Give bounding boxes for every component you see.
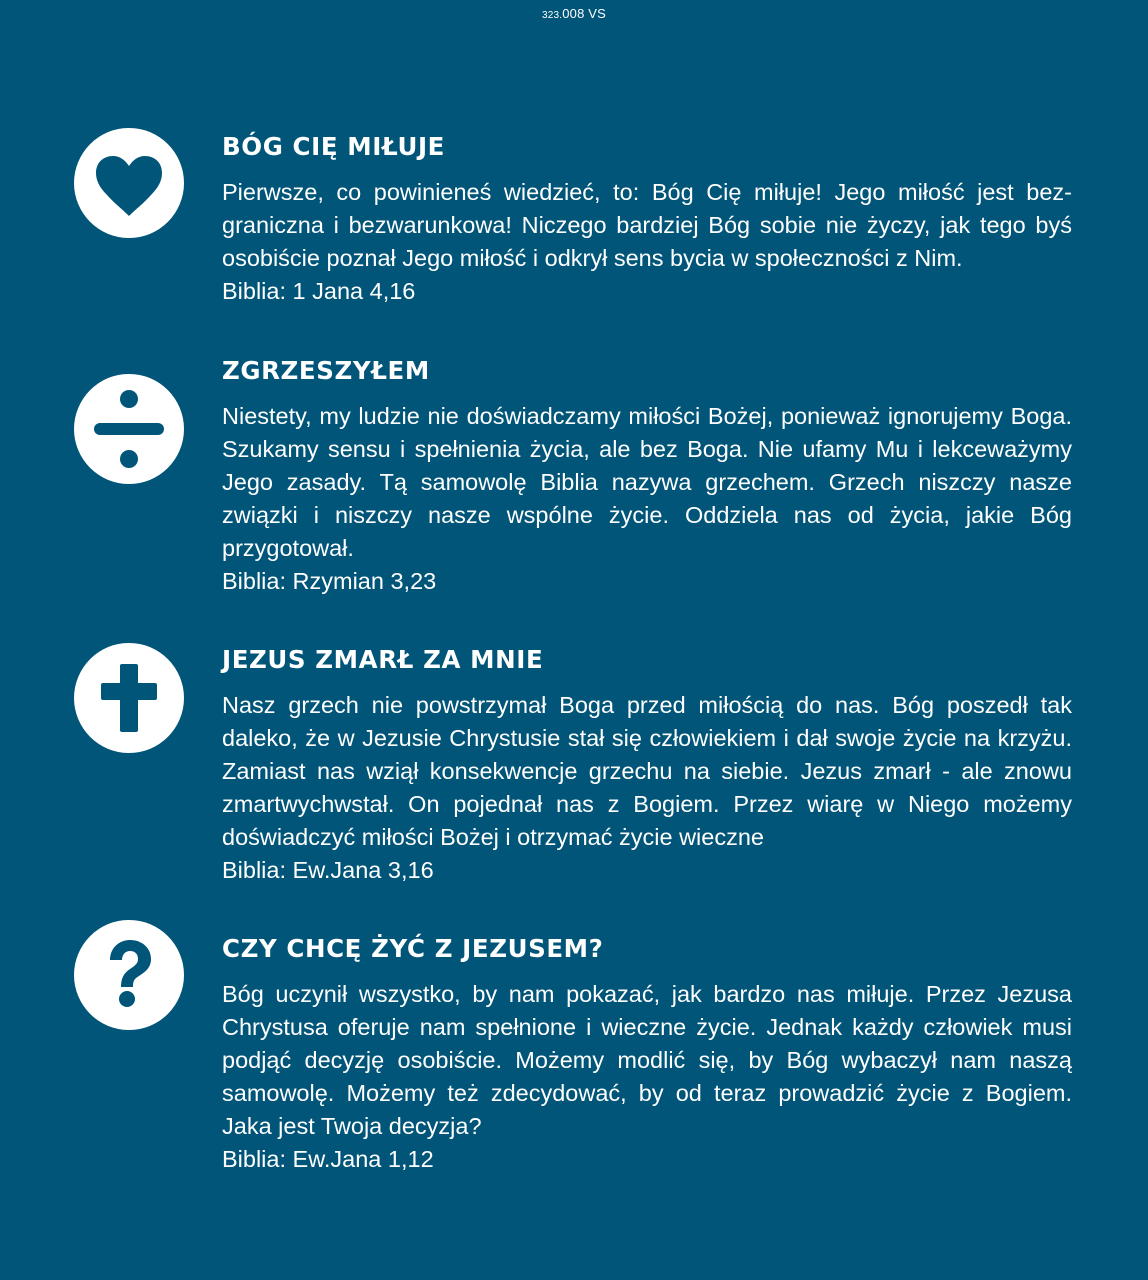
section-title: BÓG CIĘ MIŁUJE <box>222 132 446 161</box>
section-content <box>222 356 1072 598</box>
section-title: CZY CHCĘ ŻYĆ Z JEZUSEM? <box>222 934 604 963</box>
question-icon <box>74 920 184 1030</box>
bible-reference: Biblia: Rzymian 3,23 <box>222 568 437 594</box>
document-code-prefix: 323. <box>541 10 563 21</box>
divide-icon <box>74 374 184 484</box>
section-body: Bóg uczynił wszystko, by nam pokazać, jak bardzo nas miłuje. Przez Jezusa Chrystusa oferuje nam spełnione i wieczne życie. Jednak każdy człowiek musi podjąć decyzję osobiście. Możemy modlić się, by Bóg wybaczył nam naszą samowolę. Możemy też zdecydować, by od teraz prowadzić życie z Bogiem. Jaka jest Twoja decyzja? <box>222 981 1072 1139</box>
section-title: ZGRZESZYŁEM <box>222 356 430 385</box>
section-title: JEZUS ZMARŁ ZA MNIE <box>222 645 544 674</box>
section-content <box>222 934 1072 1176</box>
document-code <box>0 6 1148 21</box>
cross-icon <box>74 643 184 753</box>
section-content <box>222 132 1072 308</box>
section-body: Pierwsze, co powinieneś wiedzieć, to: Bóg Cię miłuje! Jego miłość jest bezgraniczna i bezwarunkowa! Niczego bardziej Bóg sobie nie życzy, jak tego byś osobiście poznał Jego miłość i odkrył sens bycia w społeczności z Nim. <box>222 179 1072 271</box>
section-content <box>222 645 1072 887</box>
section-body: Niestety, my ludzie nie doświadczamy miłości Bożej, ponieważ ignorujemy Boga. Szukamy sensu i spełnienia życia, ale bez Boga. Nie ufamy Mu i lekceważymy Jego zasady. Tą samowolę Biblia nazywa grzechem. Grzech niszczy nasze związki i niszczy nasze wspólne życie. Oddziela nas od życia, jakie Bóg przygotował. <box>222 403 1072 561</box>
heart-icon <box>74 128 184 238</box>
document-code-main: 008 VS <box>562 6 607 21</box>
bible-reference: Biblia: 1 Jana 4,16 <box>222 278 416 304</box>
bible-reference: Biblia: Ew.Jana 1,12 <box>222 1146 434 1172</box>
bible-reference: Biblia: Ew.Jana 3,16 <box>222 857 434 883</box>
section-body: Nasz grzech nie powstrzymał Boga przed miłością do nas. Bóg poszedł tak daleko, że w Jezusie Chrystusie stał się człowiekiem i dał swoje życie na krzyżu. Zamiast nas wziął konsekwencje grzechu na siebie. Jezus zmarł - ale znowu zmartwychwstał. On pojednał nas z Bogiem. Przez wiarę w Niego możemy doświadczyć miłości Bożej i otrzymać życie wieczne <box>222 692 1072 850</box>
